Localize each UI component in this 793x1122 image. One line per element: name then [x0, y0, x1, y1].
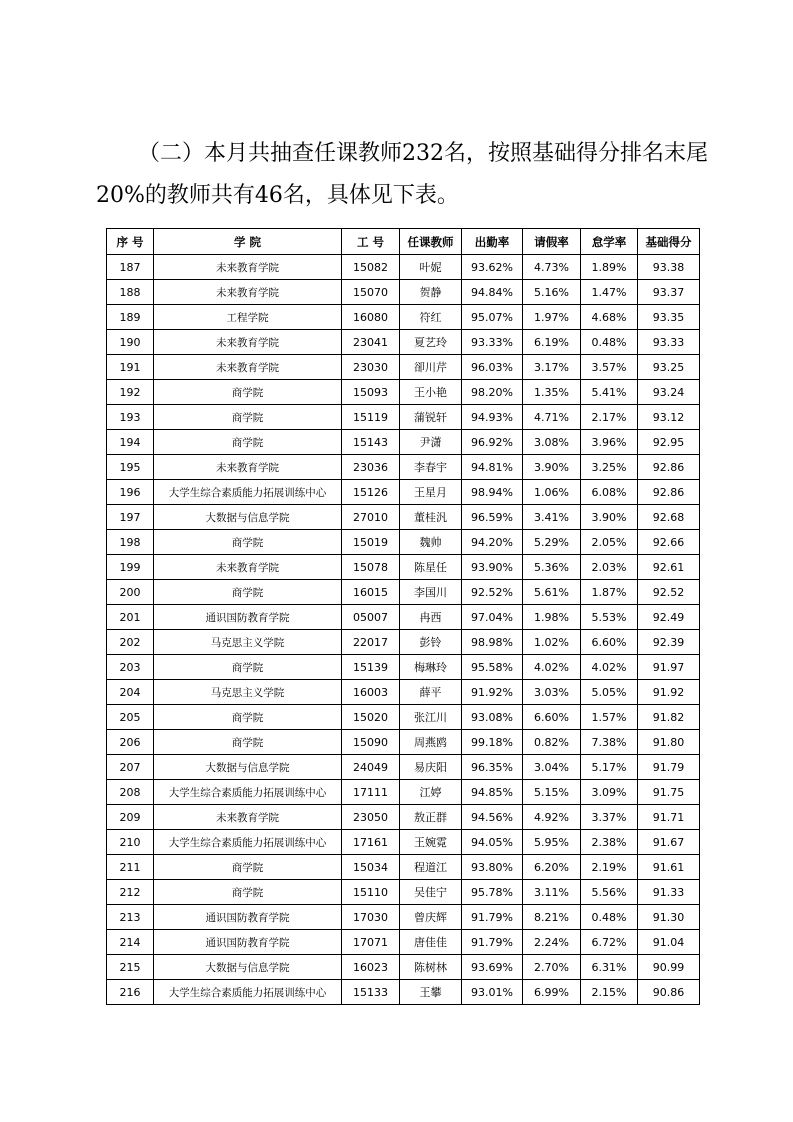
index-cell: 204 [107, 680, 154, 705]
header-idle-rate: 怠学率 [581, 229, 638, 255]
leave-rate-cell: 2.24% [523, 930, 581, 955]
index-cell: 214 [107, 930, 154, 955]
header-college: 学 院 [154, 229, 342, 255]
index-cell: 211 [107, 855, 154, 880]
college-cell: 马克思主义学院 [154, 630, 342, 655]
index-cell: 196 [107, 480, 154, 505]
attendance-rate-cell: 93.80% [462, 855, 523, 880]
leave-rate-cell: 1.97% [523, 305, 581, 330]
idle-rate-cell: 3.25% [581, 455, 638, 480]
staff-id-cell: 15119 [342, 405, 400, 430]
index-cell: 190 [107, 330, 154, 355]
college-cell: 商学院 [154, 655, 342, 680]
leave-rate-cell: 3.08% [523, 430, 581, 455]
teacher-cell: 王小艳 [400, 380, 462, 405]
idle-rate-cell: 2.17% [581, 405, 638, 430]
leave-rate-cell: 3.11% [523, 880, 581, 905]
table-row [107, 730, 700, 755]
college-cell: 未来教育学院 [154, 330, 342, 355]
intro-paragraph [96, 133, 716, 217]
leave-rate-cell: 1.35% [523, 380, 581, 405]
header-index: 序 号 [107, 229, 154, 255]
staff-id-cell: 15070 [342, 280, 400, 305]
leave-rate-cell: 5.61% [523, 580, 581, 605]
college-cell: 商学院 [154, 855, 342, 880]
index-cell: 205 [107, 705, 154, 730]
index-cell: 199 [107, 555, 154, 580]
base-score-cell: 92.86 [638, 480, 700, 505]
idle-rate-cell: 0.48% [581, 905, 638, 930]
teacher-cell: 陈树林 [400, 955, 462, 980]
leave-rate-cell: 2.70% [523, 955, 581, 980]
teacher-cell: 叶妮 [400, 255, 462, 280]
base-score-cell: 91.71 [638, 805, 700, 830]
staff-id-cell: 15133 [342, 980, 400, 1005]
table-row [107, 330, 700, 355]
table-row [107, 355, 700, 380]
teacher-cell: 唐佳佳 [400, 930, 462, 955]
college-cell: 未来教育学院 [154, 805, 342, 830]
attendance-rate-cell: 95.07% [462, 305, 523, 330]
attendance-rate-cell: 97.04% [462, 605, 523, 630]
idle-rate-cell: 1.47% [581, 280, 638, 305]
table-row [107, 680, 700, 705]
teacher-score-table [106, 228, 700, 1005]
attendance-rate-cell: 94.85% [462, 780, 523, 805]
base-score-cell: 91.80 [638, 730, 700, 755]
base-score-cell: 92.86 [638, 455, 700, 480]
teacher-cell: 程道江 [400, 855, 462, 880]
base-score-cell: 92.39 [638, 630, 700, 655]
table-row [107, 930, 700, 955]
idle-rate-cell: 2.38% [581, 830, 638, 855]
idle-rate-cell: 3.09% [581, 780, 638, 805]
college-cell: 商学院 [154, 705, 342, 730]
teacher-cell: 王婉霓 [400, 830, 462, 855]
attendance-rate-cell: 94.20% [462, 530, 523, 555]
index-cell: 187 [107, 255, 154, 280]
teacher-cell: 易庆阳 [400, 755, 462, 780]
base-score-cell: 92.61 [638, 555, 700, 580]
table-row [107, 830, 700, 855]
index-cell: 193 [107, 405, 154, 430]
leave-rate-cell: 3.90% [523, 455, 581, 480]
base-score-cell: 92.68 [638, 505, 700, 530]
staff-id-cell: 17071 [342, 930, 400, 955]
attendance-rate-cell: 96.35% [462, 755, 523, 780]
leave-rate-cell: 6.60% [523, 705, 581, 730]
attendance-rate-cell: 98.98% [462, 630, 523, 655]
table-row [107, 280, 700, 305]
table-row [107, 755, 700, 780]
staff-id-cell: 17111 [342, 780, 400, 805]
header-base-score: 基础得分 [638, 229, 700, 255]
header-attendance-rate: 出勤率 [462, 229, 523, 255]
college-cell: 未来教育学院 [154, 455, 342, 480]
base-score-cell: 93.24 [638, 380, 700, 405]
table-row [107, 405, 700, 430]
leave-rate-cell: 4.02% [523, 655, 581, 680]
leave-rate-cell: 6.19% [523, 330, 581, 355]
base-score-cell: 93.35 [638, 305, 700, 330]
base-score-cell: 91.04 [638, 930, 700, 955]
idle-rate-cell: 2.05% [581, 530, 638, 555]
leave-rate-cell: 5.16% [523, 280, 581, 305]
staff-id-cell: 15034 [342, 855, 400, 880]
staff-id-cell: 05007 [342, 605, 400, 630]
college-cell: 大数据与信息学院 [154, 755, 342, 780]
staff-id-cell: 15019 [342, 530, 400, 555]
teacher-cell: 王星月 [400, 480, 462, 505]
leave-rate-cell: 6.20% [523, 855, 581, 880]
idle-rate-cell: 7.38% [581, 730, 638, 755]
college-cell: 商学院 [154, 430, 342, 455]
leave-rate-cell: 6.99% [523, 980, 581, 1005]
staff-id-cell: 15020 [342, 705, 400, 730]
college-cell: 商学院 [154, 580, 342, 605]
base-score-cell: 91.97 [638, 655, 700, 680]
teacher-cell: 彭铃 [400, 630, 462, 655]
leave-rate-cell: 8.21% [523, 905, 581, 930]
table-row [107, 430, 700, 455]
attendance-rate-cell: 93.69% [462, 955, 523, 980]
base-score-cell: 93.37 [638, 280, 700, 305]
idle-rate-cell: 5.56% [581, 880, 638, 905]
table-row [107, 505, 700, 530]
table-row [107, 980, 700, 1005]
base-score-cell: 91.79 [638, 755, 700, 780]
idle-rate-cell: 1.57% [581, 705, 638, 730]
staff-id-cell: 23030 [342, 355, 400, 380]
staff-id-cell: 15110 [342, 880, 400, 905]
teacher-cell: 敖正群 [400, 805, 462, 830]
leave-rate-cell: 5.29% [523, 530, 581, 555]
base-score-cell: 92.49 [638, 605, 700, 630]
idle-rate-cell: 3.57% [581, 355, 638, 380]
idle-rate-cell: 6.72% [581, 930, 638, 955]
idle-rate-cell: 6.60% [581, 630, 638, 655]
attendance-rate-cell: 93.90% [462, 555, 523, 580]
table-row [107, 855, 700, 880]
table-row [107, 380, 700, 405]
leave-rate-cell: 3.04% [523, 755, 581, 780]
base-score-cell: 93.25 [638, 355, 700, 380]
base-score-cell: 91.33 [638, 880, 700, 905]
index-cell: 212 [107, 880, 154, 905]
teacher-cell: 贺静 [400, 280, 462, 305]
attendance-rate-cell: 93.08% [462, 705, 523, 730]
index-cell: 213 [107, 905, 154, 930]
staff-id-cell: 23036 [342, 455, 400, 480]
teacher-cell: 曾庆辉 [400, 905, 462, 930]
staff-id-cell: 27010 [342, 505, 400, 530]
index-cell: 206 [107, 730, 154, 755]
staff-id-cell: 16003 [342, 680, 400, 705]
attendance-rate-cell: 93.01% [462, 980, 523, 1005]
index-cell: 198 [107, 530, 154, 555]
idle-rate-cell: 2.03% [581, 555, 638, 580]
staff-id-cell: 17030 [342, 905, 400, 930]
table-row [107, 480, 700, 505]
staff-id-cell: 15139 [342, 655, 400, 680]
table-row [107, 255, 700, 280]
index-cell: 208 [107, 780, 154, 805]
teacher-cell: 尹潇 [400, 430, 462, 455]
teacher-cell: 王攀 [400, 980, 462, 1005]
teacher-cell: 周燕鸥 [400, 730, 462, 755]
teacher-cell: 李国川 [400, 580, 462, 605]
table-row [107, 705, 700, 730]
base-score-cell: 92.52 [638, 580, 700, 605]
index-cell: 203 [107, 655, 154, 680]
leave-rate-cell: 4.71% [523, 405, 581, 430]
idle-rate-cell: 3.96% [581, 430, 638, 455]
teacher-cell: 夏艺玲 [400, 330, 462, 355]
base-score-cell: 90.99 [638, 955, 700, 980]
college-cell: 未来教育学院 [154, 280, 342, 305]
college-cell: 商学院 [154, 380, 342, 405]
attendance-rate-cell: 99.18% [462, 730, 523, 755]
table-row [107, 305, 700, 330]
table-row [107, 655, 700, 680]
attendance-rate-cell: 95.78% [462, 880, 523, 905]
attendance-rate-cell: 94.93% [462, 405, 523, 430]
college-cell: 通识国防教育学院 [154, 930, 342, 955]
attendance-rate-cell: 93.33% [462, 330, 523, 355]
base-score-cell: 92.95 [638, 430, 700, 455]
base-score-cell: 93.33 [638, 330, 700, 355]
idle-rate-cell: 3.90% [581, 505, 638, 530]
index-cell: 200 [107, 580, 154, 605]
staff-id-cell: 16080 [342, 305, 400, 330]
attendance-rate-cell: 91.92% [462, 680, 523, 705]
base-score-cell: 93.12 [638, 405, 700, 430]
idle-rate-cell: 5.53% [581, 605, 638, 630]
staff-id-cell: 23041 [342, 330, 400, 355]
leave-rate-cell: 4.73% [523, 255, 581, 280]
college-cell: 大学生综合素质能力拓展训练中心 [154, 830, 342, 855]
teacher-cell: 薛平 [400, 680, 462, 705]
leave-rate-cell: 4.92% [523, 805, 581, 830]
attendance-rate-cell: 94.05% [462, 830, 523, 855]
idle-rate-cell: 2.19% [581, 855, 638, 880]
base-score-cell: 91.30 [638, 905, 700, 930]
leave-rate-cell: 3.17% [523, 355, 581, 380]
college-cell: 未来教育学院 [154, 555, 342, 580]
attendance-rate-cell: 96.59% [462, 505, 523, 530]
teacher-cell: 梅琳玲 [400, 655, 462, 680]
college-cell: 商学院 [154, 530, 342, 555]
base-score-cell: 93.38 [638, 255, 700, 280]
base-score-cell: 91.67 [638, 830, 700, 855]
college-cell: 商学院 [154, 880, 342, 905]
staff-id-cell: 15143 [342, 430, 400, 455]
index-cell: 209 [107, 805, 154, 830]
table-row [107, 580, 700, 605]
idle-rate-cell: 1.89% [581, 255, 638, 280]
header-staff-id: 工 号 [342, 229, 400, 255]
table-row [107, 880, 700, 905]
staff-id-cell: 15093 [342, 380, 400, 405]
leave-rate-cell: 3.41% [523, 505, 581, 530]
table-row [107, 555, 700, 580]
idle-rate-cell: 5.17% [581, 755, 638, 780]
header-teacher: 任课教师 [400, 229, 462, 255]
staff-id-cell: 17161 [342, 830, 400, 855]
table-row [107, 805, 700, 830]
attendance-rate-cell: 96.03% [462, 355, 523, 380]
index-cell: 207 [107, 755, 154, 780]
teacher-cell: 符红 [400, 305, 462, 330]
teacher-cell: 李春宇 [400, 455, 462, 480]
staff-id-cell: 16015 [342, 580, 400, 605]
base-score-cell: 92.66 [638, 530, 700, 555]
table-row [107, 530, 700, 555]
intro-line-2: 20%的教师共有46名，具体见下表。 [96, 183, 459, 208]
attendance-rate-cell: 98.94% [462, 480, 523, 505]
leave-rate-cell: 1.06% [523, 480, 581, 505]
index-cell: 210 [107, 830, 154, 855]
base-score-cell: 91.82 [638, 705, 700, 730]
staff-id-cell: 15090 [342, 730, 400, 755]
teacher-cell: 冉西 [400, 605, 462, 630]
college-cell: 工程学院 [154, 305, 342, 330]
index-cell: 194 [107, 430, 154, 455]
attendance-rate-cell: 95.58% [462, 655, 523, 680]
college-cell: 大数据与信息学院 [154, 955, 342, 980]
college-cell: 通识国防教育学院 [154, 605, 342, 630]
idle-rate-cell: 4.68% [581, 305, 638, 330]
leave-rate-cell: 3.03% [523, 680, 581, 705]
base-score-cell: 91.92 [638, 680, 700, 705]
index-cell: 189 [107, 305, 154, 330]
table-body [107, 255, 700, 1005]
base-score-cell: 91.75 [638, 780, 700, 805]
intro-line-1: （二）本月共抽查任课教师232名，按照基础得分排名末尾 [138, 141, 708, 166]
staff-id-cell: 15126 [342, 480, 400, 505]
staff-id-cell: 23050 [342, 805, 400, 830]
college-cell: 大学生综合素质能力拓展训练中心 [154, 780, 342, 805]
staff-id-cell: 22017 [342, 630, 400, 655]
idle-rate-cell: 3.37% [581, 805, 638, 830]
idle-rate-cell: 5.41% [581, 380, 638, 405]
college-cell: 大学生综合素质能力拓展训练中心 [154, 980, 342, 1005]
table-row [107, 955, 700, 980]
teacher-cell: 卻川芹 [400, 355, 462, 380]
college-cell: 大学生综合素质能力拓展训练中心 [154, 480, 342, 505]
index-cell: 202 [107, 630, 154, 655]
index-cell: 215 [107, 955, 154, 980]
attendance-rate-cell: 94.56% [462, 805, 523, 830]
attendance-rate-cell: 94.81% [462, 455, 523, 480]
table-row [107, 455, 700, 480]
college-cell: 未来教育学院 [154, 355, 342, 380]
college-cell: 商学院 [154, 730, 342, 755]
teacher-cell: 董桂汎 [400, 505, 462, 530]
leave-rate-cell: 5.15% [523, 780, 581, 805]
staff-id-cell: 15078 [342, 555, 400, 580]
leave-rate-cell: 1.02% [523, 630, 581, 655]
teacher-cell: 魏帅 [400, 530, 462, 555]
college-cell: 通识国防教育学院 [154, 905, 342, 930]
college-cell: 未来教育学院 [154, 255, 342, 280]
teacher-cell: 陈星任 [400, 555, 462, 580]
staff-id-cell: 16023 [342, 955, 400, 980]
index-cell: 216 [107, 980, 154, 1005]
table-header-row [107, 229, 700, 255]
attendance-rate-cell: 98.20% [462, 380, 523, 405]
table-row [107, 605, 700, 630]
teacher-cell: 江婷 [400, 780, 462, 805]
attendance-rate-cell: 94.84% [462, 280, 523, 305]
college-cell: 商学院 [154, 405, 342, 430]
idle-rate-cell: 5.05% [581, 680, 638, 705]
table-row [107, 905, 700, 930]
index-cell: 197 [107, 505, 154, 530]
leave-rate-cell: 5.95% [523, 830, 581, 855]
idle-rate-cell: 1.87% [581, 580, 638, 605]
teacher-cell: 张江川 [400, 705, 462, 730]
base-score-cell: 91.61 [638, 855, 700, 880]
teacher-cell: 蒲锐轩 [400, 405, 462, 430]
attendance-rate-cell: 93.62% [462, 255, 523, 280]
index-cell: 191 [107, 355, 154, 380]
college-cell: 大数据与信息学院 [154, 505, 342, 530]
header-leave-rate: 请假率 [523, 229, 581, 255]
leave-rate-cell: 5.36% [523, 555, 581, 580]
index-cell: 201 [107, 605, 154, 630]
college-cell: 马克思主义学院 [154, 680, 342, 705]
index-cell: 195 [107, 455, 154, 480]
index-cell: 188 [107, 280, 154, 305]
attendance-rate-cell: 92.52% [462, 580, 523, 605]
staff-id-cell: 24049 [342, 755, 400, 780]
table-row [107, 780, 700, 805]
table-row [107, 630, 700, 655]
idle-rate-cell: 4.02% [581, 655, 638, 680]
teacher-cell: 吴佳宁 [400, 880, 462, 905]
idle-rate-cell: 0.48% [581, 330, 638, 355]
index-cell: 192 [107, 380, 154, 405]
base-score-cell: 90.86 [638, 980, 700, 1005]
attendance-rate-cell: 91.79% [462, 905, 523, 930]
leave-rate-cell: 1.98% [523, 605, 581, 630]
idle-rate-cell: 2.15% [581, 980, 638, 1005]
idle-rate-cell: 6.31% [581, 955, 638, 980]
staff-id-cell: 15082 [342, 255, 400, 280]
leave-rate-cell: 0.82% [523, 730, 581, 755]
idle-rate-cell: 6.08% [581, 480, 638, 505]
attendance-rate-cell: 96.92% [462, 430, 523, 455]
attendance-rate-cell: 91.79% [462, 930, 523, 955]
